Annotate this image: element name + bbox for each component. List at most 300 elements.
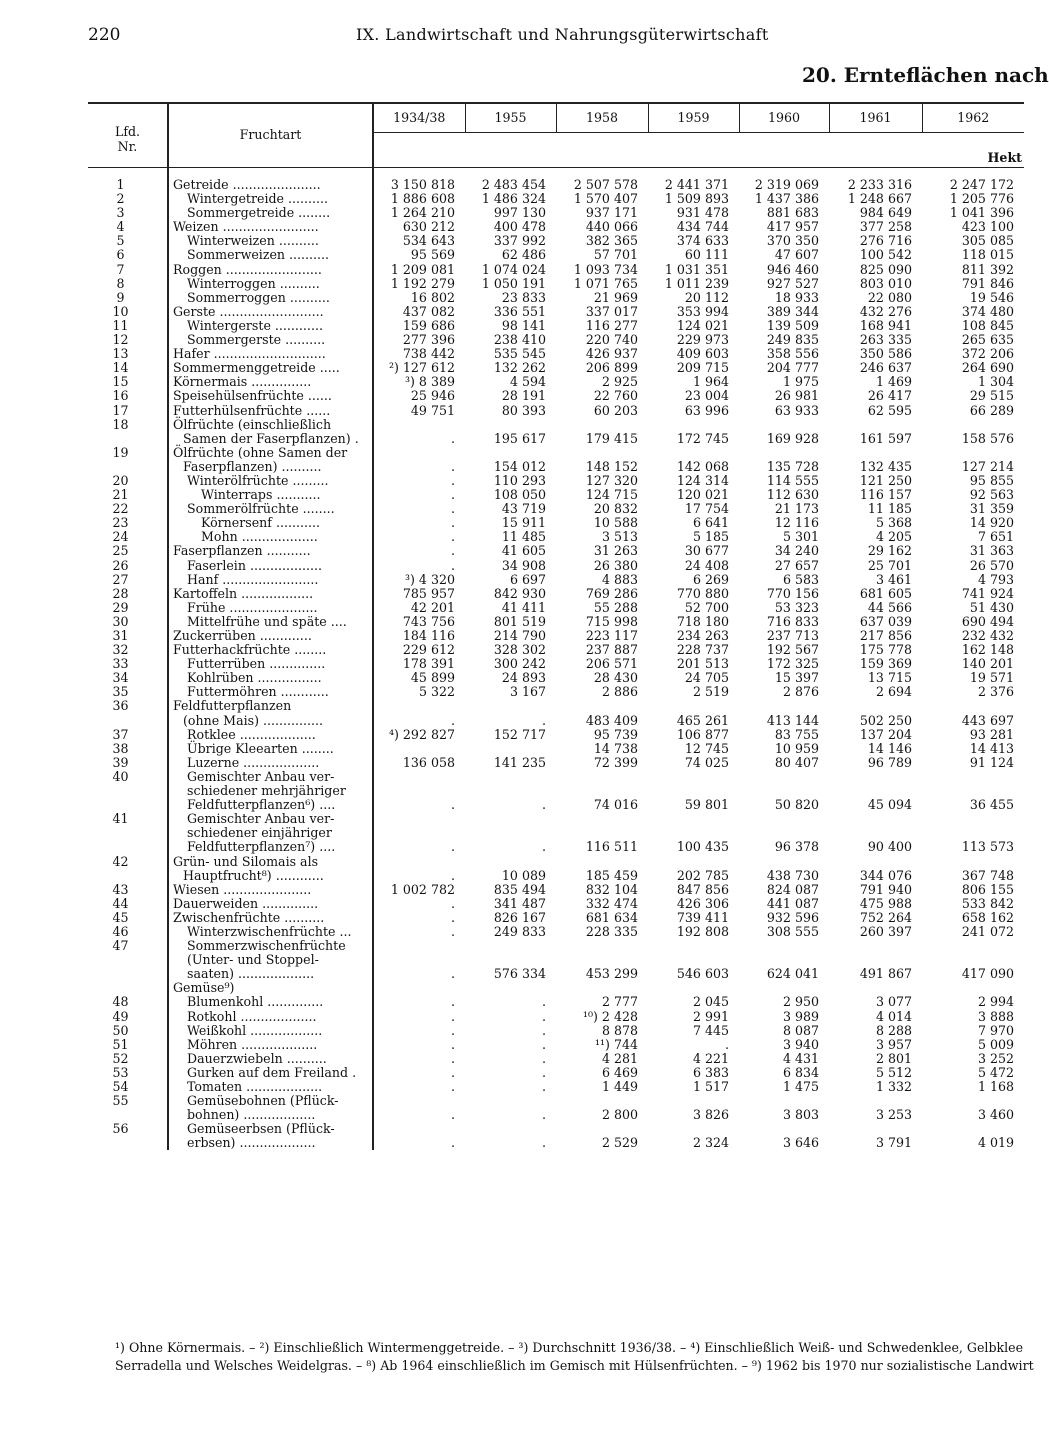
crop-name	[168, 291, 373, 305]
cell-value: 21 969	[593, 289, 638, 305]
row-number: 47	[112, 938, 129, 954]
cell-value: 249 835	[766, 332, 819, 348]
cell-value: 24 408	[684, 557, 729, 573]
cell-value: 806 155	[961, 881, 1014, 897]
cell-value: 6 269	[692, 571, 729, 587]
cell-value: .	[724, 1036, 729, 1052]
crop-name-line: Weißkohl ..................	[187, 1022, 323, 1038]
table-row	[88, 305, 1024, 319]
cell-value: 152 717	[493, 726, 546, 742]
cell-value: .	[541, 1050, 546, 1066]
cell-value: 1 975	[782, 374, 819, 390]
crop-name-line: Winterölfrüchte .........	[187, 472, 329, 488]
cell-value: 179 415	[585, 430, 638, 446]
cell-value: 12 745	[684, 740, 729, 756]
crop-name	[168, 319, 373, 333]
crop-name-line: Sommerroggen ..........	[187, 289, 330, 305]
cell-value: 52 700	[684, 599, 729, 615]
table-row	[88, 601, 1024, 615]
cell-value: 389 344	[766, 303, 819, 319]
cell-value: 142 068	[676, 458, 729, 474]
crop-name	[168, 234, 373, 248]
cell-value: 825 090	[859, 261, 912, 277]
cell-value: 832 104	[585, 881, 638, 897]
row-number: 19	[112, 444, 129, 460]
row-number: 28	[112, 585, 129, 601]
cell-value: 5 185	[692, 529, 729, 545]
cell-value: 135 728	[766, 458, 819, 474]
cell-value: 803 010	[859, 275, 912, 291]
col-fruchtart-header: Fruchtart	[168, 103, 373, 168]
cell-value: 220 740	[585, 332, 638, 348]
crop-name	[168, 404, 373, 418]
cell-value: 791 940	[859, 881, 912, 897]
cell-value: 4 594	[509, 374, 546, 390]
cell-value: 116 157	[859, 487, 912, 503]
cell-value: 19 571	[969, 670, 1014, 686]
row-number: 13	[112, 346, 129, 362]
cell-value: 55 288	[593, 599, 638, 615]
table-row	[88, 671, 1024, 685]
cell-value: 715 998	[585, 613, 638, 629]
cell-value: 15 397	[774, 670, 819, 686]
table-row	[88, 1122, 1024, 1150]
table-row	[88, 559, 1024, 573]
cell-value: 2 694	[875, 684, 912, 700]
cell-value: 121 250	[859, 472, 912, 488]
cell-value: 20 832	[593, 501, 638, 517]
cell-value: 1 886 608	[390, 191, 455, 207]
crop-name	[168, 925, 373, 939]
cell-value: 502 250	[859, 712, 912, 728]
cell-value: 842 930	[493, 585, 546, 601]
table-row	[88, 1052, 1024, 1066]
cell-value: 80 407	[774, 754, 819, 770]
cell-value: 932 596	[766, 909, 819, 925]
crop-name	[168, 192, 373, 206]
cell-value: 3 989	[782, 1008, 819, 1024]
cell-value: .	[450, 895, 455, 911]
cell-value: 14 738	[593, 740, 638, 756]
crop-name-line: Tomaten ...................	[187, 1079, 323, 1094]
crop-name	[168, 347, 373, 361]
cell-value: 74 016	[593, 797, 638, 813]
cell-value: 6 469	[601, 1064, 638, 1080]
table-row	[88, 361, 1024, 375]
cell-value: 66 289	[969, 402, 1014, 418]
cell-value: .	[450, 994, 455, 1010]
cell-value: 60 203	[593, 402, 638, 418]
cell-value: 4 431	[782, 1050, 819, 1066]
table-row	[88, 812, 1024, 854]
cell-value: 881 683	[766, 205, 819, 221]
table-row	[88, 756, 1024, 770]
table-row	[88, 220, 1024, 234]
cell-value: .	[450, 966, 455, 982]
crop-name-line: Mohn ...................	[201, 529, 318, 545]
cell-value: 22 080	[867, 289, 912, 305]
table-row	[88, 1038, 1024, 1052]
cell-value: 370 350	[766, 233, 819, 249]
cell-value: 2 991	[692, 1008, 729, 1024]
crop-name	[168, 629, 373, 643]
crop-name	[168, 1122, 373, 1150]
row-number: 39	[112, 754, 129, 770]
cell-value: 752 264	[859, 909, 912, 925]
cell-value: 5 009	[977, 1036, 1014, 1052]
row-number: 37	[112, 726, 129, 742]
cell-value: 10 959	[774, 740, 819, 756]
cell-value: 148 152	[585, 458, 638, 474]
crop-name	[168, 981, 373, 995]
cell-value: 374 633	[676, 233, 729, 249]
cell-value: .	[541, 1022, 546, 1038]
crop-name	[168, 601, 373, 615]
cell-value: 434 744	[676, 219, 729, 235]
crop-name	[168, 248, 373, 262]
row-number: 50	[112, 1022, 129, 1038]
table-row	[88, 699, 1024, 727]
cell-value: 96 378	[774, 839, 819, 855]
crop-name	[168, 305, 373, 319]
crop-name	[168, 573, 373, 587]
crop-name-line: Sommerzwischenfrüchte	[187, 938, 346, 954]
cell-value: ³) 4 320	[404, 571, 455, 587]
cell-value: .	[541, 1064, 546, 1080]
cell-value: 132 262	[493, 360, 546, 376]
crop-name-line: Hanf ........................	[187, 571, 319, 587]
cell-value: 1 437 386	[754, 191, 819, 207]
cell-value: ²) 127 612	[388, 360, 455, 376]
crop-name-line: Dauerweiden ..............	[173, 895, 319, 911]
crop-name	[168, 742, 373, 756]
row-number: 9	[116, 289, 125, 305]
crop-name	[168, 756, 373, 770]
row-number: 25	[112, 543, 129, 559]
cell-value: 116 511	[585, 839, 638, 855]
cell-value: 423 100	[961, 219, 1014, 235]
cell-value: 12 116	[774, 515, 819, 531]
cell-value: 158 576	[961, 430, 1014, 446]
crop-name-line: Zuckerrüben .............	[173, 628, 312, 643]
cell-value: 826 167	[493, 909, 546, 925]
crop-name	[168, 1080, 373, 1094]
crop-name	[168, 1066, 373, 1080]
cell-value: 246 637	[859, 360, 912, 376]
cell-value: 264 690	[961, 360, 1014, 376]
row-number: 43	[112, 881, 129, 897]
row-number: 21	[112, 487, 129, 503]
cell-value: 417 957	[766, 219, 819, 235]
cell-value: 19 546	[969, 289, 1014, 305]
year-header: 1961	[829, 103, 922, 133]
chapter-heading: IX. Landwirtschaft und Nahrungsgüterwirtschaft	[356, 25, 769, 44]
crop-name	[168, 1038, 373, 1052]
cell-value: 100 542	[859, 247, 912, 263]
crop-name	[168, 502, 373, 516]
crop-name	[168, 1094, 373, 1122]
row-number: 40	[112, 768, 129, 784]
cell-value: 13 715	[867, 670, 912, 686]
cell-value: 41 605	[501, 543, 546, 559]
cell-value: 172 325	[766, 656, 819, 672]
cell-value: 202 785	[676, 867, 729, 883]
cell-value: .	[541, 994, 546, 1010]
table-row	[88, 742, 1024, 756]
cell-value: 353 994	[676, 303, 729, 319]
cell-value: ³) 8 389	[404, 374, 455, 390]
cell-value: 7 651	[977, 529, 1014, 545]
cell-value: 372 206	[961, 346, 1014, 362]
cell-value: 10 588	[593, 515, 638, 531]
cell-value: 382 365	[585, 233, 638, 249]
cell-value: 21 173	[774, 501, 819, 517]
cell-value: 328 302	[493, 642, 546, 658]
cell-value: 11 185	[867, 501, 912, 517]
table-row	[88, 277, 1024, 291]
cell-value: .	[450, 923, 455, 939]
cell-value: 1 002 782	[390, 881, 455, 897]
cell-value: 93 281	[969, 726, 1014, 742]
cell-value: 1 248 667	[847, 191, 912, 207]
cell-value: 201 513	[676, 656, 729, 672]
cell-value: 62 486	[501, 247, 546, 263]
cell-value: 36 455	[969, 797, 1014, 813]
cell-value: 132 435	[859, 458, 912, 474]
cell-value: 45 094	[867, 797, 912, 813]
year-header: 1959	[648, 103, 739, 133]
crop-name	[168, 728, 373, 742]
cell-value: 8 087	[782, 1022, 819, 1038]
row-number: 8	[116, 275, 125, 291]
cell-value: 1 964	[692, 374, 729, 390]
row-number	[88, 981, 168, 995]
cell-value: 15 911	[501, 515, 546, 531]
cell-value: 927 527	[766, 275, 819, 291]
cell-value: .	[450, 515, 455, 531]
table-row	[88, 389, 1024, 403]
row-number: 15	[112, 374, 129, 390]
table-row	[88, 248, 1024, 262]
cell-value: 83 755	[774, 726, 819, 742]
table-row	[88, 587, 1024, 601]
crop-name-line: Kartoffeln ..................	[173, 585, 314, 601]
cell-value: 263 335	[859, 332, 912, 348]
unit-label: Hekt	[987, 149, 1022, 165]
crop-name	[168, 1010, 373, 1024]
cell-value: 17 754	[684, 501, 729, 517]
cell-value: 95 739	[593, 726, 638, 742]
cell-value: 2 994	[977, 994, 1014, 1010]
crop-name	[168, 685, 373, 699]
cell-value: .	[450, 501, 455, 517]
row-number: 56	[112, 1121, 129, 1137]
cell-value: 690 494	[961, 613, 1014, 629]
cell-value: 14 920	[969, 515, 1014, 531]
cell-value: 2 886	[601, 684, 638, 700]
cell-value: 1 486 324	[481, 191, 546, 207]
cell-value: 743 756	[402, 613, 455, 629]
cell-value: 374 480	[961, 303, 1014, 319]
cell-value: 1 205 776	[949, 191, 1014, 207]
table-row	[88, 375, 1024, 389]
cell-value: ⁴) 292 827	[388, 726, 455, 742]
crop-name-line: Gemüseerbsen (Pflück-	[187, 1121, 335, 1137]
col-lfd-label: Lfd.	[114, 123, 141, 139]
cell-value: .	[450, 839, 455, 855]
cell-value: 51 430	[969, 599, 1014, 615]
cell-value: 441 087	[766, 895, 819, 911]
crop-name-line: Körnersenf ...........	[201, 515, 320, 531]
table-row	[88, 502, 1024, 516]
crop-name-line: Wiesen ......................	[173, 881, 312, 897]
cell-value: 336 551	[493, 303, 546, 319]
crop-name	[168, 544, 373, 558]
cell-value: 2 507 578	[573, 177, 638, 192]
row-number: 1	[116, 177, 125, 192]
cell-value: 14 413	[969, 740, 1014, 756]
table-row	[88, 629, 1024, 643]
cell-value: 28 191	[501, 388, 546, 404]
table-row	[88, 234, 1024, 248]
cell-value: 113 573	[961, 839, 1014, 855]
crop-name-line: bohnen) ..................	[187, 1107, 316, 1123]
cell-value: 2 876	[782, 684, 819, 700]
col-nr-label: Nr.	[117, 138, 138, 154]
cell-value: 535 545	[493, 346, 546, 362]
cell-value: 785 957	[402, 585, 455, 601]
row-number: 4	[116, 219, 125, 235]
crop-name-line: Grün- und Silomais als	[173, 853, 319, 869]
cell-value: 11 485	[501, 529, 546, 545]
cell-value: 237 713	[766, 628, 819, 643]
crop-name-line: Luzerne ...................	[187, 754, 320, 770]
row-number: 2	[116, 191, 125, 207]
cell-value: .	[541, 712, 546, 728]
cell-value: 344 076	[859, 867, 912, 883]
crop-name-line: Rotklee ...................	[187, 726, 316, 742]
cell-value: 624 041	[766, 966, 819, 982]
cell-value: 3 791	[875, 1135, 912, 1151]
cell-value: 546 603	[676, 966, 729, 982]
footnote-line: ¹) Ohne Körnermais. – ²) Einschließlich Wintermenggetreide. – ³) Durchschnitt 1936/38. – ⁴) Einschließlich Weiß- und Schwedenklee, Gelbklee	[115, 1340, 1024, 1355]
cell-value: 3 077	[875, 994, 912, 1010]
cell-value: 4 014	[875, 1008, 912, 1024]
cell-value: 26 380	[593, 557, 638, 573]
cell-value: 305 085	[961, 233, 1014, 249]
cell-value: 214 790	[493, 628, 546, 643]
row-number: 35	[112, 684, 129, 700]
cell-value: 26 981	[774, 388, 819, 404]
table-row	[88, 178, 1024, 192]
cell-value: 44 566	[867, 599, 912, 615]
cell-value: 2 376	[977, 684, 1014, 700]
cell-value: 791 846	[961, 275, 1014, 291]
cell-value: 249 833	[493, 923, 546, 939]
cell-value: 22 760	[593, 388, 638, 404]
cell-value: 228 737	[676, 642, 729, 658]
crop-name-line: Samen der Faserpflanzen) .	[183, 430, 359, 446]
cell-value: 118 015	[961, 247, 1014, 263]
cell-value: 60 111	[684, 247, 729, 263]
cell-value: 228 335	[585, 923, 638, 939]
crop-name-line: Gemischter Anbau ver-	[187, 768, 335, 784]
cell-value: 6 697	[509, 571, 546, 587]
cell-value: 192 567	[766, 642, 819, 658]
cell-value: 6 834	[782, 1064, 819, 1080]
cell-value: 847 856	[676, 881, 729, 897]
crop-name-line: Gemüse⁹)	[173, 980, 235, 996]
row-number: 33	[112, 656, 129, 672]
cell-value: 432 276	[859, 303, 912, 319]
crop-name	[168, 995, 373, 1009]
cell-value: .	[541, 839, 546, 855]
cell-value: 358 556	[766, 346, 819, 362]
cell-value: 195 617	[493, 430, 546, 446]
cell-value: 5 301	[782, 529, 819, 545]
cell-value: .	[450, 1036, 455, 1052]
cell-value: 204 777	[766, 360, 819, 376]
cell-value: 2 800	[601, 1107, 638, 1123]
crop-name-line: erbsen) ...................	[187, 1135, 316, 1151]
cell-value: 137 204	[859, 726, 912, 742]
cell-value: 24 893	[501, 670, 546, 686]
cell-value: 159 369	[859, 656, 912, 672]
crop-name-line: Blumenkohl ..............	[187, 994, 324, 1010]
crop-name-line: Weizen ........................	[173, 219, 319, 235]
crop-name	[168, 178, 373, 192]
crop-name	[168, 939, 373, 981]
cell-value: 3 888	[977, 1008, 1014, 1024]
crop-name-line: Wintergetreide ..........	[187, 191, 329, 207]
crop-name-line: Hauptfrucht⁸) ............	[183, 867, 324, 883]
cell-value: 417 090	[961, 966, 1014, 982]
cell-value: 29 515	[969, 388, 1014, 404]
table-row	[88, 685, 1024, 699]
crop-name-line: Wintergerste ............	[187, 317, 323, 333]
crop-name-line: saaten) ...................	[187, 966, 315, 982]
cell-value: 136 058	[402, 754, 455, 770]
cell-value: 96 789	[867, 754, 912, 770]
cell-value: 2 247 172	[949, 177, 1014, 192]
cell-value: 95 569	[410, 247, 455, 263]
cell-value: 169 928	[766, 430, 819, 446]
row-number: 41	[112, 811, 129, 827]
cell-value: 192 808	[676, 923, 729, 939]
cell-value: 16 802	[410, 289, 455, 305]
cell-value: .	[450, 472, 455, 488]
cell-value: 63 996	[684, 402, 729, 418]
crop-name-line: Winterweizen ..........	[187, 233, 319, 249]
crop-name	[168, 277, 373, 291]
cell-value: 4 019	[977, 1135, 1014, 1151]
crop-name	[168, 671, 373, 685]
cell-value: 770 880	[676, 585, 729, 601]
cell-value: 1 304	[977, 374, 1014, 390]
cell-value: .	[450, 458, 455, 474]
cell-value: 637 039	[859, 613, 912, 629]
crop-name-line: Speisehülsenfrüchte ......	[173, 388, 332, 404]
cell-value: 984 649	[859, 205, 912, 221]
crop-name	[168, 587, 373, 601]
crop-name-line: Sommergerste ..........	[187, 332, 326, 348]
cell-value: 27 657	[774, 557, 819, 573]
cell-value: 2 950	[782, 994, 819, 1010]
cell-value: 438 730	[766, 867, 819, 883]
cell-value: 241 072	[961, 923, 1014, 939]
cell-value: 1 570 407	[573, 191, 638, 207]
row-number: 52	[112, 1050, 129, 1066]
